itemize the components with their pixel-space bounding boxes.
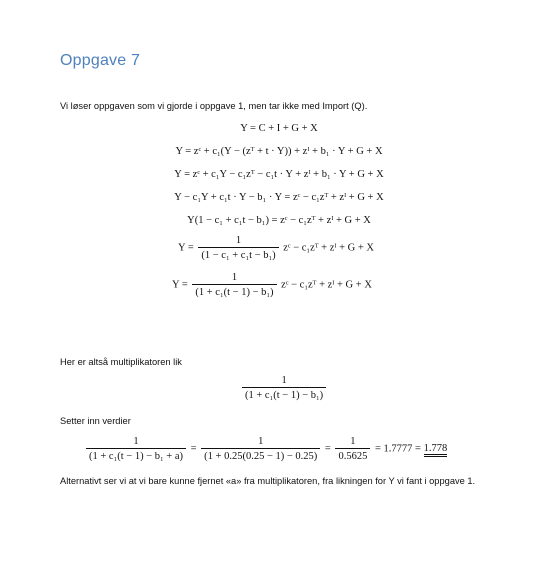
equation-rhs: zᶜ − c₁zᵀ + zᴵ + G + X xyxy=(281,279,372,291)
approx-value: = 1.7777 = xyxy=(374,443,421,455)
equals-sign: = xyxy=(324,443,331,455)
fraction-denominator: (1 + c₁(t − 1) − b₁) xyxy=(242,387,326,401)
fraction-denominator: (1 − c₁ + c₁t − b₁) xyxy=(198,247,278,261)
equation-line: Y(1 − c₁ + c₁t − b₁) = zᶜ − c₁zᵀ + zᴵ + G + X xyxy=(187,215,371,226)
fraction xyxy=(242,375,326,401)
fraction-denominator: 0.5625 xyxy=(335,448,370,462)
fraction xyxy=(198,235,278,261)
fraction-numerator: 1 xyxy=(350,436,356,447)
fraction-numerator: 1 xyxy=(235,235,242,246)
fraction-denominator: (1 + c₁(t − 1) − b₁ + a) xyxy=(86,448,186,462)
values-equation xyxy=(84,436,447,462)
fraction-denominator: (1 + c₁(t − 1) − b₁) xyxy=(192,284,276,298)
equation-line: Y − c₁Y + c₁t · Y − b₁ · Y = zᶜ − c₁zᵀ + zᴵ + G + X xyxy=(174,192,384,203)
fraction-equation-1 xyxy=(178,235,374,261)
values-paragraph: Setter inn verdier xyxy=(60,416,131,426)
closing-paragraph: Alternativt ser vi at vi bare kunne fjernet «a» fra multiplikatoren, fra likningen for Y vi fant i oppgave 1. xyxy=(60,476,476,486)
intro-paragraph: Vi løser oppgaven som vi gjorde i oppgave 1, men tar ikke med Import (Q). xyxy=(60,101,368,111)
fraction xyxy=(201,436,320,462)
fraction xyxy=(335,436,370,462)
equation-lhs: Y = xyxy=(172,279,188,291)
equation-lhs: Y = xyxy=(178,242,194,254)
page-title: Oppgave 7 xyxy=(60,52,141,69)
equals-sign: = xyxy=(190,443,197,455)
equation-line: Y = zᶜ + c₁(Y − (zᵀ + t · Y)) + zᴵ + b₁ · Y + G + X xyxy=(175,146,383,157)
fraction xyxy=(86,436,186,462)
fraction xyxy=(192,272,276,298)
multiplier-paragraph: Her er altså multiplikatoren lik xyxy=(60,357,182,367)
fraction-numerator: 1 xyxy=(281,375,287,386)
equation-rhs: zᶜ − c₁zᵀ + zᴵ + G + X xyxy=(283,242,374,254)
fraction-numerator: 1 xyxy=(133,436,139,447)
fraction-equation-2 xyxy=(172,272,372,298)
fraction-numerator: 1 xyxy=(258,436,264,447)
fraction-numerator: 1 xyxy=(231,272,238,283)
fraction-denominator: (1 + 0.25(0.25 − 1) − 0.25) xyxy=(201,448,320,462)
final-result: 1.778 xyxy=(424,443,448,457)
multiplier-fraction xyxy=(240,375,328,401)
equation-line: Y = C + I + G + X xyxy=(240,123,318,134)
equation-line: Y = zᶜ + c₁Y − c₁zᵀ − c₁t · Y + zᴵ + b₁ · Y + G + X xyxy=(174,169,384,180)
